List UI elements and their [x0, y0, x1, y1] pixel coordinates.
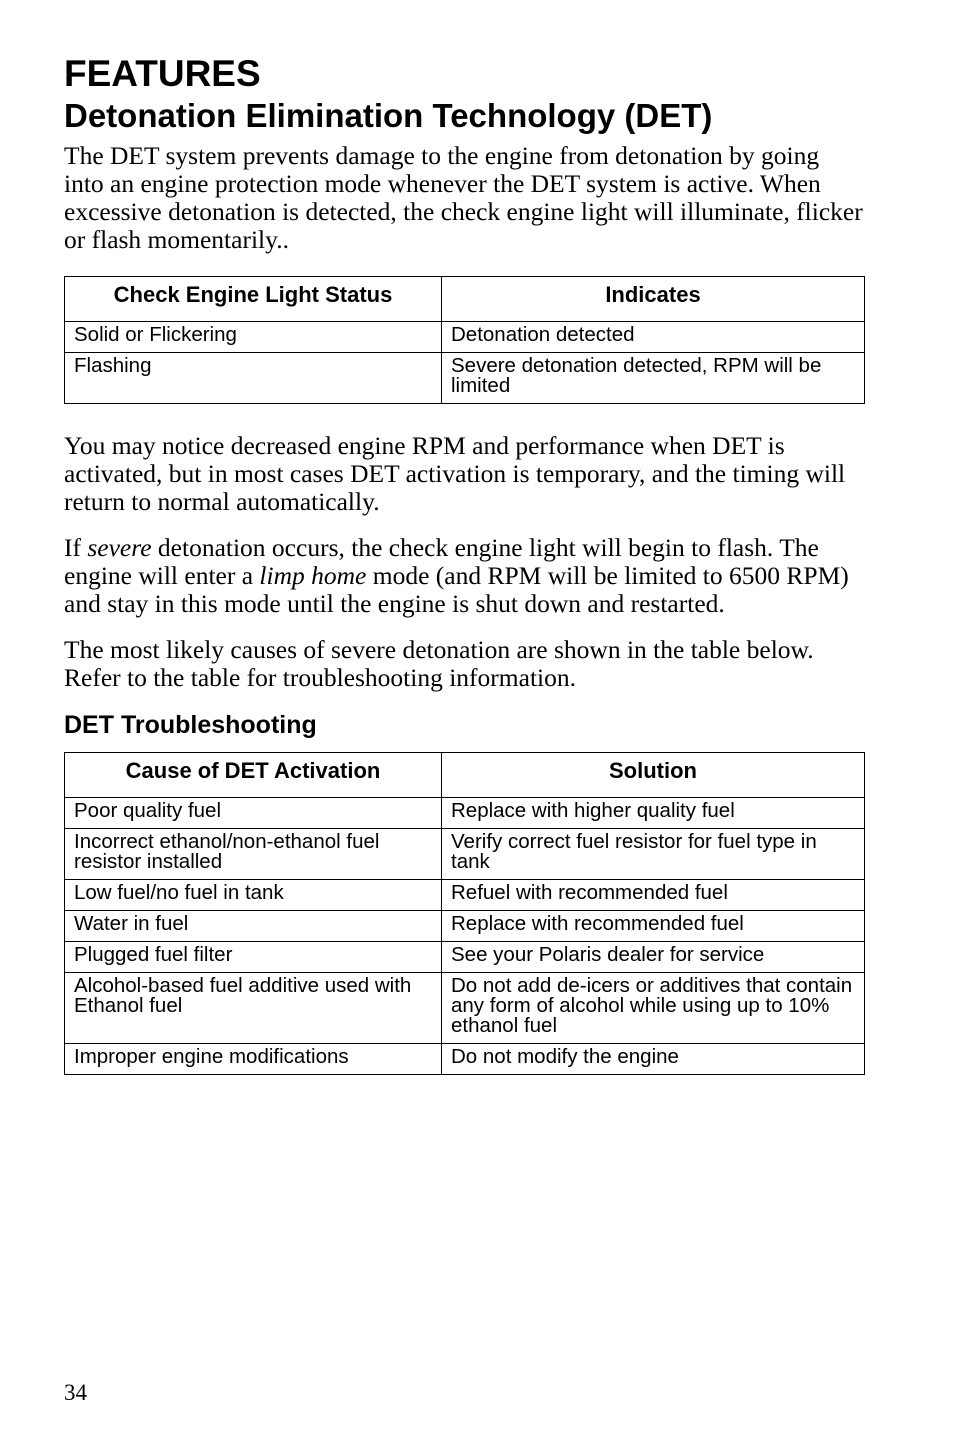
table-row [65, 798, 865, 829]
emphasis-text: severe [87, 533, 152, 562]
table-cell: Plugged fuel filter [65, 942, 442, 973]
text-run: detonation occurs, the check engine light will begin to flash. The engine will enter a [64, 533, 819, 590]
table-row [65, 353, 865, 404]
table-row [65, 829, 865, 880]
column-header: Check Engine Light Status [65, 277, 442, 322]
table-cell: Replace with recommended fuel [442, 911, 865, 942]
table-cell: Replace with higher quality fuel [442, 798, 865, 829]
table-row [65, 1044, 865, 1075]
table-cell: Severe detonation detected, RPM will be limited [442, 353, 865, 404]
troubleshooting-heading: DET Troubleshooting [64, 711, 317, 739]
page-number: 34 [64, 1380, 87, 1405]
table-cell: Improper engine modifications [65, 1044, 442, 1075]
check-engine-status-table [64, 276, 865, 404]
table-cell: Poor quality fuel [65, 798, 442, 829]
text-run: If [64, 533, 88, 562]
paragraph-causes-intro: The most likely causes of severe detonation are shown in the table below. Refer to the table for troubleshooting information. [64, 635, 814, 692]
table-cell: See your Polaris dealer for service [442, 942, 865, 973]
table-cell: Do not modify the engine [442, 1044, 865, 1075]
table-cell: Alcohol-based fuel additive used with Ethanol fuel [65, 973, 442, 1044]
paragraph-rpm-notice: You may notice decreased engine RPM and performance when DET is activated, but in most cases DET activation is temporary, and the timing will return to normal automatically. [64, 431, 846, 516]
column-header: Indicates [442, 277, 865, 322]
page-subtitle: Detonation Elimination Technology (DET) [64, 97, 713, 134]
column-header: Solution [442, 753, 865, 798]
table-cell: Water in fuel [65, 911, 442, 942]
intro-paragraph: The DET system prevents damage to the engine from detonation by going into an engine protection mode whenever the DET system is active. When excessive detonation is detected, the check engine light will illuminate, flicker or flash momentarily.. [64, 141, 863, 254]
table-cell: Do not add de-icers or additives that contain any form of alcohol while using up to 10% ethanol fuel [442, 973, 865, 1044]
table-row [65, 911, 865, 942]
table-cell: Verify correct fuel resistor for fuel type in tank [442, 829, 865, 880]
troubleshooting-table [64, 752, 865, 1075]
column-header: Cause of DET Activation [65, 753, 442, 798]
paragraph-severe-detonation [64, 534, 864, 618]
emphasis-text: limp home [259, 561, 367, 590]
table-header-row [65, 277, 865, 322]
section-title: FEATURES [64, 53, 261, 94]
table-row [65, 973, 865, 1044]
text-run: mode (and RPM will be limited to 6500 RPM) and stay in this mode until the engine is shut down and restarted. [64, 561, 849, 618]
table-row [65, 942, 865, 973]
table-cell: Low fuel/no fuel in tank [65, 880, 442, 911]
table-cell: Solid or Flickering [65, 322, 442, 353]
table-cell: Refuel with recommended fuel [442, 880, 865, 911]
table-cell: Flashing [65, 353, 442, 404]
table-row [65, 322, 865, 353]
table-row [65, 880, 865, 911]
table-cell: Incorrect ethanol/non-ethanol fuel resistor installed [65, 829, 442, 880]
table-cell: Detonation detected [442, 322, 865, 353]
table-header-row [65, 753, 865, 798]
manual-page [64, 52, 864, 1075]
